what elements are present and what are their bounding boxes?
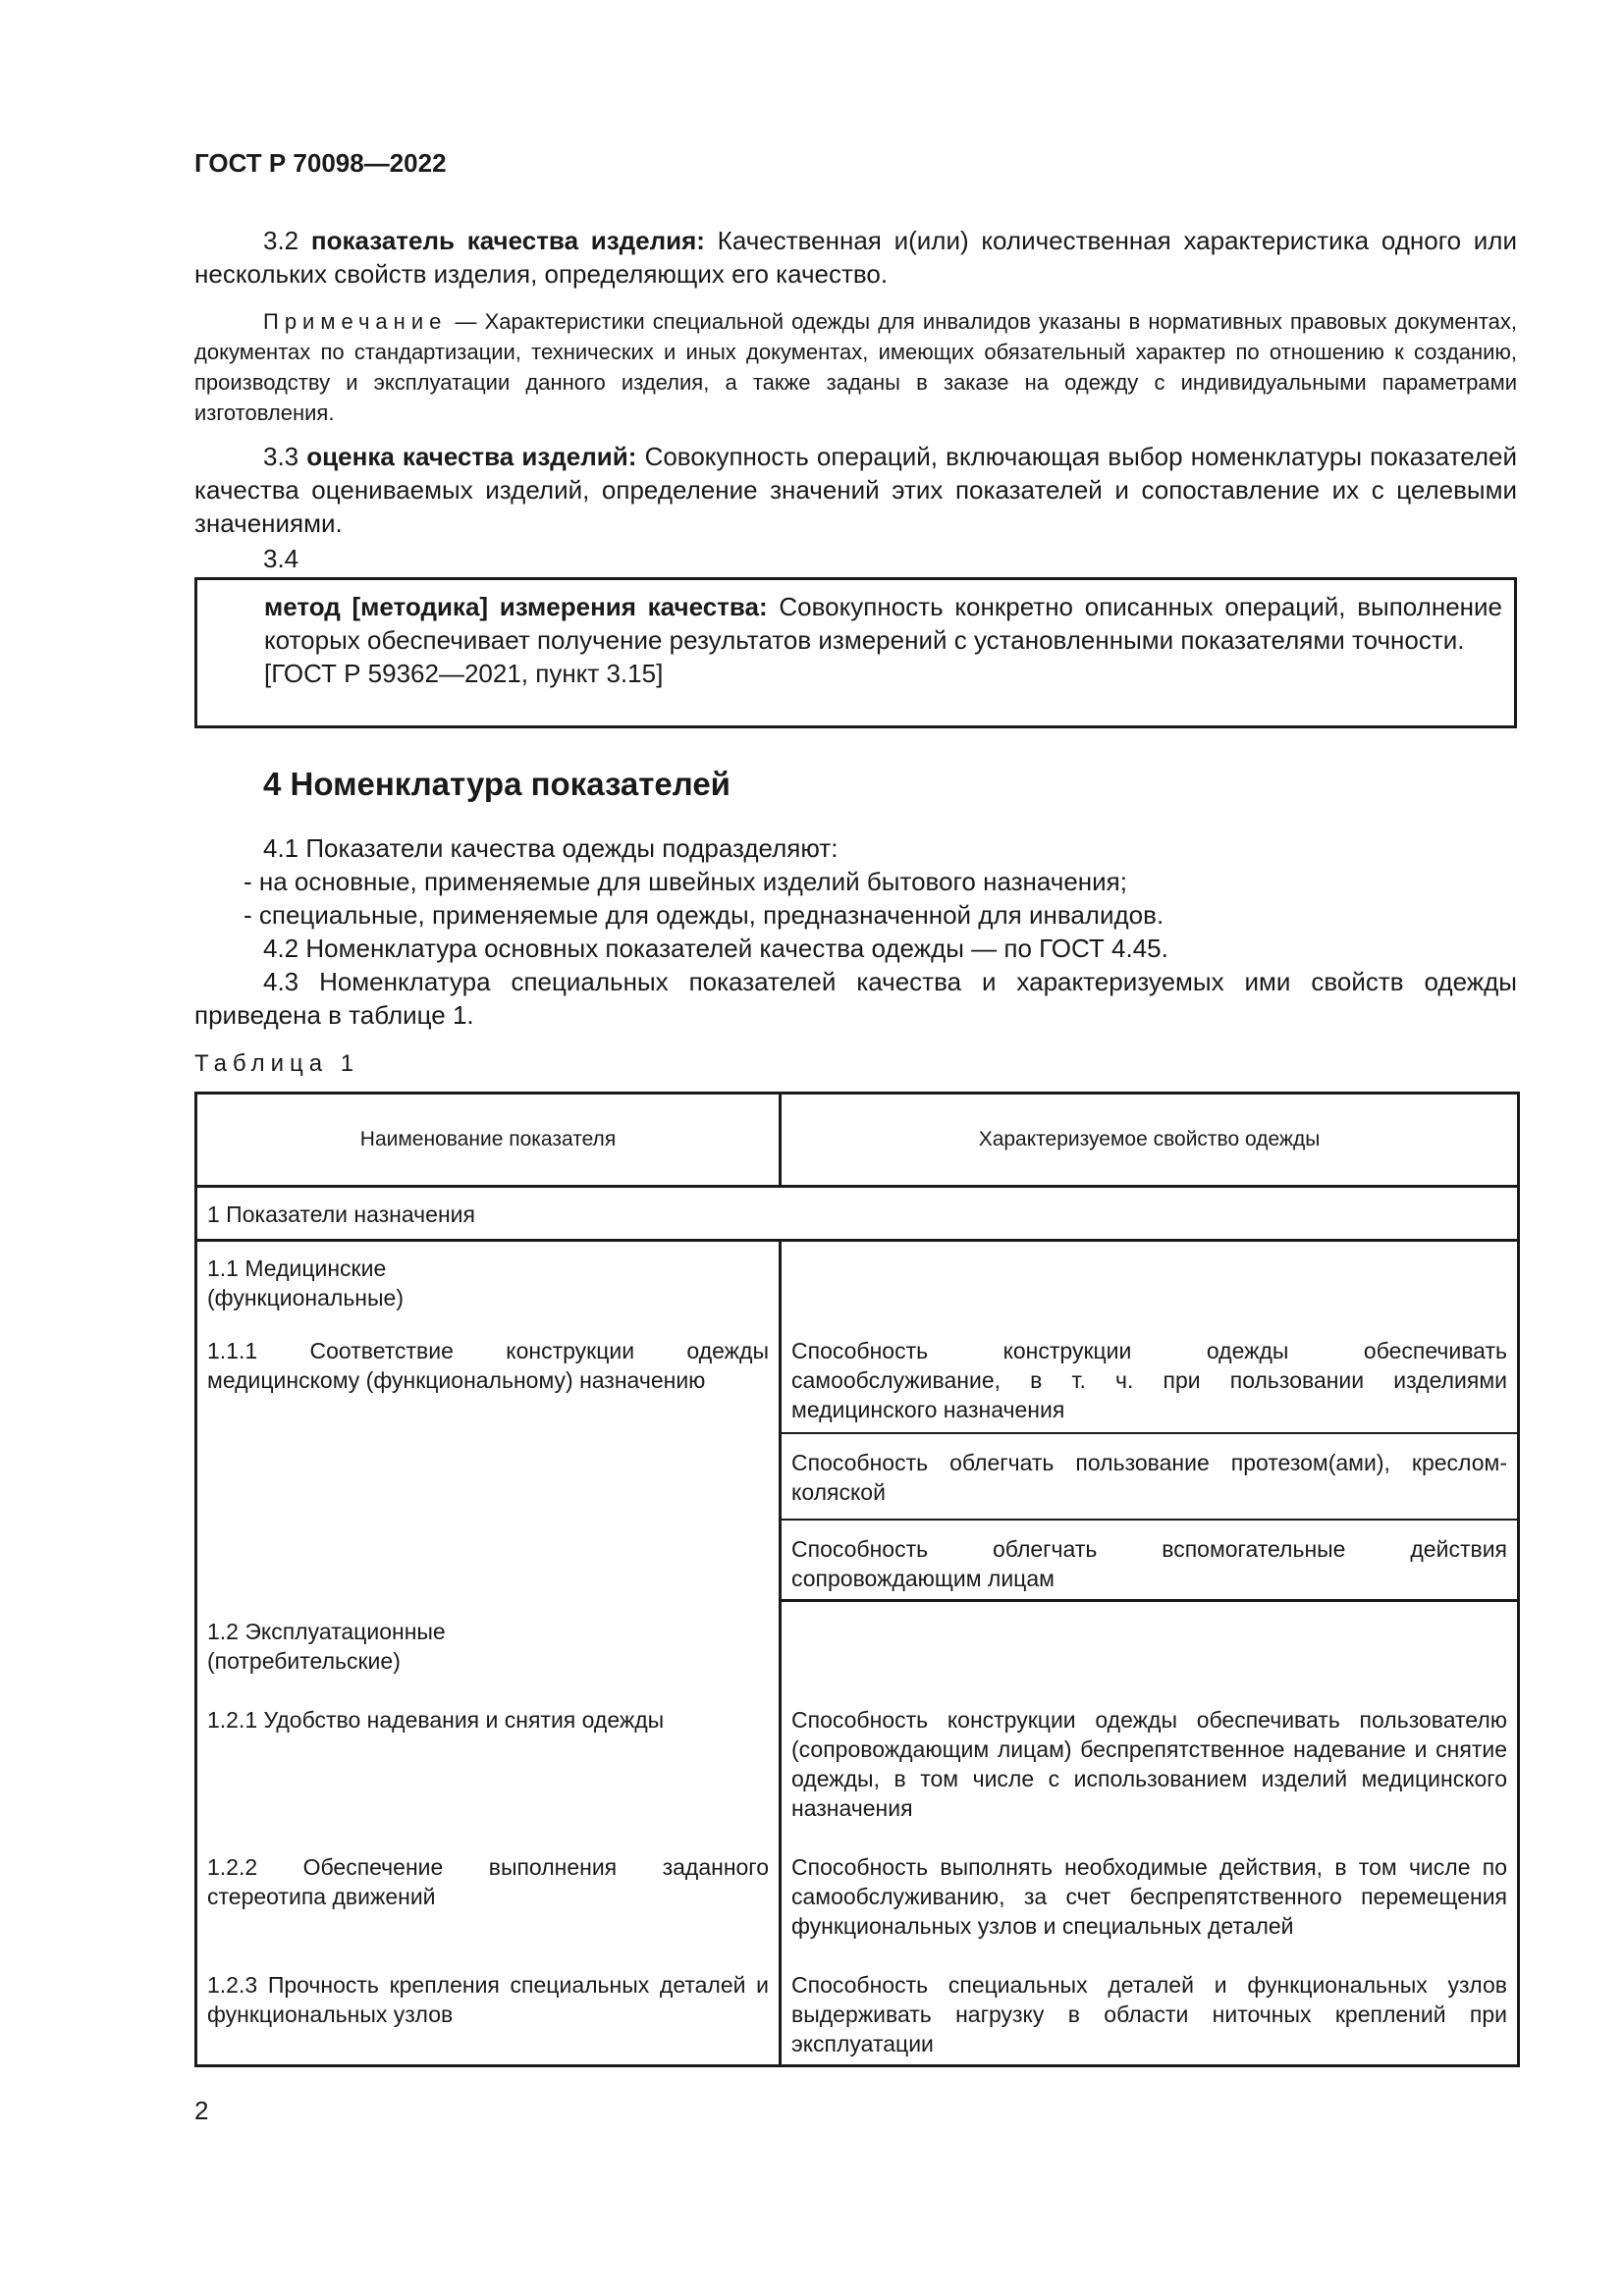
indicator-cell: 1.2.3 Прочность крепления специальных деталей и функциональных узлов: [196, 1964, 781, 2066]
table-section-row: [196, 1187, 1519, 1241]
group-title-cell: 1.2 Эксплуатационные (потребительские): [196, 1601, 781, 1699]
header-indicator-name: Наименование показателя: [196, 1094, 781, 1187]
note-text: — Характеристики специальной одежды для инвалидов указаны в нормативных правовых документах, документах по стандартизации, технических и иных документах, имеющих обязательный характер по отношению к созданию, производству и эксплуатации данного изделия, а также заданы в заказе на одежду с индивидуальными параметрами изготовления.: [194, 309, 1517, 425]
indicators-table: [194, 1092, 1520, 2067]
reference: [ГОСТ Р 59362—2021, пункт 3.15]: [264, 659, 664, 688]
indicator-cell: 1.2.1 Удобство надевания и снятия одежды: [196, 1699, 781, 1846]
table-header-row: [196, 1094, 1519, 1187]
page-number: 2: [194, 2096, 209, 2125]
table-row: [196, 1964, 1519, 2066]
header-property: Характеризуемое свойство одежды: [781, 1094, 1519, 1187]
empty-cell: [781, 1601, 1519, 1699]
list-item: - специальные, применяемые для одежды, предназначенной для инвалидов.: [244, 900, 1164, 930]
table-caption: Таблица 1: [194, 1050, 360, 1077]
table-row: [196, 1846, 1519, 1964]
term: показатель качества изделия:: [310, 226, 705, 255]
empty-cell: [781, 1241, 1519, 1329]
paragraph-4-3-text: 4.3 Номенклатура специальных показателей качества и характеризуемых ими свойств одежды приведена в таблице 1.: [194, 967, 1517, 1030]
section-cell: 1 Показатели назначения: [196, 1187, 1519, 1241]
note-label: Примечание: [263, 309, 448, 334]
clause-3-4-box: [194, 577, 1517, 728]
table-row: [196, 1241, 1519, 1329]
section-title: 4 Номенклатура показателей: [263, 766, 731, 802]
clause-3-2: [194, 224, 1517, 291]
indicator-cell: 1.2.2 Обеспечение выполнения заданного стереотипа движений: [196, 1846, 781, 1964]
list-item: - на основные, применяемые для швейных изделий бытового назначения;: [244, 867, 1127, 896]
table-row: [196, 1601, 1519, 1699]
definition: Качественная и(или) количественная характеристика одного или нескольких свойств изделия, определяющих его качество.: [194, 226, 1517, 289]
note: [194, 306, 1517, 428]
clause-number: 3.2: [263, 226, 299, 255]
clause-number: 3.3: [263, 442, 299, 471]
document-code: ГОСТ Р 70098—2022: [194, 148, 447, 178]
property-cell: Способность облегчать вспомогательные действия сопровождающим лицам: [781, 1520, 1519, 1601]
clause-3-3: [194, 440, 1517, 540]
property-cell: Способность специальных деталей и функциональных узлов выдерживать нагрузку в области ниточных креплений при эксплуатации: [791, 1971, 1507, 2056]
term: метод [методика] измерения качества:: [264, 592, 768, 621]
paragraph-4-2: 4.2 Номенклатура основных показателей качества одежды — по ГОСТ 4.45.: [263, 934, 1168, 963]
indicator-cell: 1.1.1 Соответствие конструкции одежды медицинскому (функциональному) назначению: [196, 1328, 781, 1601]
clause-3-4-number: 3.4: [263, 544, 299, 573]
property-cell: Способность конструкции одежды обеспечивать самообслуживание, в т. ч. при пользовании изделиями медицинского назначения: [781, 1328, 1519, 1433]
definition: Совокупность конкретно описанных операций, выполнение которых обеспечивает получение результатов измерений с установленными показателями точности.: [264, 592, 1502, 655]
property-cell: Способность выполнять необходимые действия, в том числе по самообслуживанию, за счет беспрепятственного перемещения функциональных узлов и специальных деталей: [791, 1853, 1507, 1939]
paragraph-4-1: 4.1 Показатели качества одежды подразделяют:: [263, 833, 839, 863]
group-title-cell: 1.1 Медицинские (функциональные): [196, 1241, 781, 1329]
property-cell: Способность облегчать пользование протезом(ами), креслом-коляской: [781, 1433, 1519, 1520]
paragraph-4-3: [194, 965, 1517, 1032]
property-cell: Способность конструкции одежды обеспечивать пользователю (сопровождающим лицам) беспрепятственное надевание и снятие одежды, в том числе с использованием изделий медицинского назначения: [791, 1706, 1507, 1821]
definition: Совокупность операций, включающая выбор номенклатуры показателей качества оцениваемых изделий, определение значений этих показателей и сопоставление их с целевыми значениями.: [194, 442, 1517, 538]
table-row: [196, 1699, 1519, 1846]
table-row: [196, 1328, 1519, 1433]
term: оценка качества изделий:: [306, 442, 637, 471]
